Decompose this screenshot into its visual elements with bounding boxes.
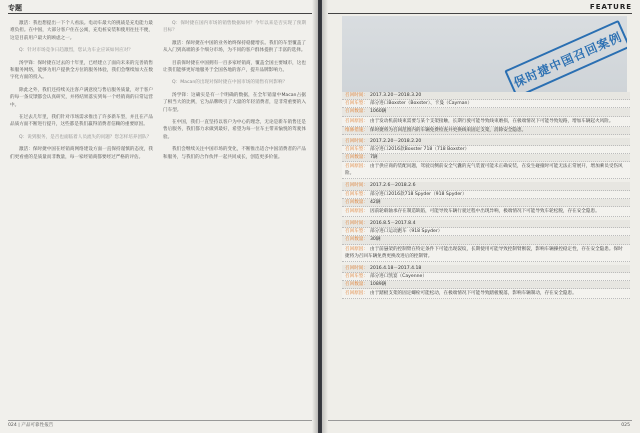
recall-field-label: 召回时间： xyxy=(345,221,368,227)
recall-case-row xyxy=(342,281,630,289)
recall-field-label: 召回数量： xyxy=(345,199,368,205)
recall-field-value: 由于踏板支架的固定螺栓可能松动，在极端情况下可能导致踏板脱落，影响车辆制动，存在安全隐患。 xyxy=(369,291,577,297)
recall-field-label: 召回时间： xyxy=(345,265,368,271)
question-paragraph: Q：保时捷在国内市场的销售数据如何？今年以来是否实现了预期目标？ xyxy=(163,21,306,34)
recall-field-label: 维修措施： xyxy=(345,127,368,133)
recall-field-value: 由于发动机前线束需要与某个支架接触，长期行驶可能导致线束磨损，在极端情况下可能导致短路，增加车辆起火风险。 xyxy=(369,118,614,124)
recall-case-row xyxy=(342,92,630,100)
body-paragraph: 在过去几年里，我们针对市场需求推出了许多新车型，并且在产品品质方面不断进行提升，这些都是我们赢得消费者信赖的重要原因。 xyxy=(10,115,153,128)
body-paragraph: 除此之外，我们还持续关注客户满意度与售后服务质量，对于客户的每一条反馈都会认真研究，并将结果落实到每一个经销商的日常运营中。 xyxy=(10,87,153,108)
recall-field-label: 召回时间： xyxy=(345,93,368,98)
stamp-label: 保时捷中国召回案例 xyxy=(511,29,624,90)
left-page xyxy=(0,0,318,433)
recall-field-value: 由于前悬架的控制臂在特定条件下可能出现裂纹，长期使用可能导致控制臂断裂，影响车辆操控稳定性，存在安全隐患。保时捷将为召回车辆免费更换改进后的控制臂。 xyxy=(345,246,623,259)
recall-case-row xyxy=(342,289,630,299)
recall-case-row xyxy=(342,182,630,190)
page-footer-left: 024 | 产品可靠性报告 xyxy=(8,423,54,428)
text-column-b xyxy=(163,20,306,166)
recall-field-label: 召回车型： xyxy=(345,101,368,107)
recall-field-value: 保时捷将为召回范围内的车辆免费检查并更换线束固定支架，消除安全隐患。 xyxy=(369,127,527,133)
recall-case xyxy=(342,138,630,180)
recall-field-value: 部分进口凯宴（Cayenne） xyxy=(369,273,427,279)
recall-case-row xyxy=(342,220,630,228)
spine-gutter xyxy=(312,0,328,433)
recall-case-row xyxy=(342,245,630,262)
recall-field-label: 召回车型： xyxy=(345,147,368,153)
recall-field-label: 召回数量： xyxy=(345,109,368,115)
body-paragraph: 激活：保时捷中国在经销商网络建设方面一直保持谨慎的态度，我们更看重的是质量而非数量，每一家经销商都要经过严格的评估。 xyxy=(10,147,153,160)
question-paragraph: Q：说到服务，是否也面临着人员流失的问题？您怎样培养团队？ xyxy=(19,134,152,140)
recall-field-value: 2017.3.20－2018.3.20 xyxy=(369,93,422,98)
recall-field-label: 召回数量： xyxy=(345,155,368,161)
recall-field-value: 2016.4.18－2017.4.18 xyxy=(369,265,422,271)
recall-case-list xyxy=(342,92,630,302)
right-page xyxy=(322,0,640,433)
recall-field-label: 召回数量： xyxy=(345,282,368,288)
recall-field-value: 由于供应商的装配问题，驾驶员侧前安全气囊的充气装置可能未正确安装，在发生碰撞时可能无法正常展开，增加乘员受伤风险。 xyxy=(345,164,623,177)
recall-field-value: 42辆 xyxy=(369,199,381,205)
body-paragraph: 汤学锋：保时捷在过去的十年里，已经建立了面向未来的完善销售和服务网络，能够为用户提供全方位的服务体验，我们会继续加大在数字化方面的投入。 xyxy=(10,60,153,81)
recall-field-value: 1060辆 xyxy=(369,109,387,115)
recall-case-row xyxy=(342,207,630,217)
footer-rule xyxy=(8,420,312,421)
recall-field-label: 召回车型： xyxy=(345,273,368,279)
recall-case-row xyxy=(342,108,630,116)
recall-field-label: 召回原因： xyxy=(345,246,368,252)
recall-case-row xyxy=(342,100,630,108)
body-paragraph: 激活：保时捷在中国的业务始终保持稳健增长。我们的车型覆盖了从入门到高端的多个细分市场，为不同的客户群体提供了丰富的选择。 xyxy=(163,40,306,54)
banner-ghost-text xyxy=(360,21,375,52)
recall-case-row xyxy=(342,191,630,199)
recall-field-value: 因前轮毂轴承存在制造缺陷，可能导致车辆行驶过程中出现异响，极端情况下可能导致车轮松脱，存在安全隐患。 xyxy=(369,209,600,215)
recall-case-row xyxy=(342,154,630,162)
body-paragraph: 激活：我也想提出一下个人看法。电动车最大的挑战是充电能力最难负担。在中国，大部分客户住在公寓，充电桩安装和使用往往不便，这是目前用户最大的顾虑之一。 xyxy=(10,21,153,41)
body-paragraph: 在中国，我们一直坚持以客户为中心的理念，无论是新车销售还是售后服务，我们都力求做到最好，希望为每一位车主带来愉悦的驾驶体验。 xyxy=(163,120,306,140)
recall-case xyxy=(342,220,630,262)
recall-field-label: 召回原因： xyxy=(345,291,368,297)
recall-field-value: 部分进口Boxster（Boxster）、卡曼（Cayman） xyxy=(369,101,473,107)
recall-field-label: 召回原因： xyxy=(345,118,368,124)
recall-field-label: 召回时间： xyxy=(345,183,368,189)
recall-field-value: 30辆 xyxy=(369,237,381,243)
recall-case-row xyxy=(342,146,630,154)
recall-case-row xyxy=(342,117,630,127)
recall-case-row xyxy=(342,138,630,146)
recall-banner xyxy=(342,16,627,92)
recall-field-label: 召回时间： xyxy=(345,138,368,144)
section-header: 专题 xyxy=(8,4,22,12)
recall-field-value: 部分进口2016款Boxster 718（718 Boxster） xyxy=(369,147,470,153)
recall-case-row xyxy=(342,199,630,207)
recall-field-value: 2016.8.5－2017.8.4 xyxy=(369,221,416,227)
recall-field-value: 2017.2.6－2018.2.6 xyxy=(369,183,416,189)
recall-field-label: 召回车型： xyxy=(345,191,368,197)
recall-case-row xyxy=(342,236,630,244)
recall-case-row xyxy=(342,273,630,281)
recall-field-label: 召回车型： xyxy=(345,229,368,235)
recall-field-value: 7辆 xyxy=(369,155,378,161)
page-number: 025 xyxy=(621,423,630,428)
recall-stamp xyxy=(504,20,627,92)
header-rule xyxy=(328,13,632,14)
footer-rule xyxy=(328,420,632,421)
question-paragraph: Q：针对市场竞争日趋激烈，您认为车企应该如何应对？ xyxy=(19,48,133,54)
body-paragraph: 汤学锋：这确实是有一个明确的数据，在全年销量中Macan占据了相当大的比例，它为品牌吸引了大量的年轻消费者，是非常重要的入门车型。 xyxy=(163,92,306,113)
question-paragraph: Q：Macan的出现对保时捷在中国市场的销售有何影响？ xyxy=(172,80,288,86)
recall-case xyxy=(342,265,630,300)
text-column-a xyxy=(10,20,153,166)
header-rule xyxy=(8,13,312,14)
recall-case xyxy=(342,92,630,135)
recall-case-row xyxy=(342,127,630,135)
recall-case-row xyxy=(342,228,630,236)
recall-field-value: 1089辆 xyxy=(369,282,387,288)
recall-field-value: 2017.2.20－2018.2.20 xyxy=(369,138,422,144)
recall-field-label: 召回原因： xyxy=(345,164,368,170)
feature-header: FEATURE xyxy=(589,3,632,11)
body-paragraph: 我们会继续关注中国市场的变化，不断推出适合中国消费者的产品和服务，与我们的合作伙伴一起共同成长，创造更多价值。 xyxy=(163,147,306,160)
recall-field-value: 部分进口运动跑车（918 Spyder） xyxy=(369,229,443,235)
recall-field-label: 召回数量： xyxy=(345,237,368,243)
recall-field-value: 部分进口2016款718 Spyder（918 Spyder） xyxy=(369,191,467,197)
recall-field-label: 召回原因： xyxy=(345,209,368,215)
body-paragraph: 目前保时捷在中国拥有一百多家经销商，覆盖全国主要城市，这也让我们能够更好地服务于全国各地的客户，提升品牌影响力。 xyxy=(163,60,306,74)
recall-case-row xyxy=(342,265,630,273)
recall-case xyxy=(342,182,630,217)
recall-case-row xyxy=(342,162,630,179)
